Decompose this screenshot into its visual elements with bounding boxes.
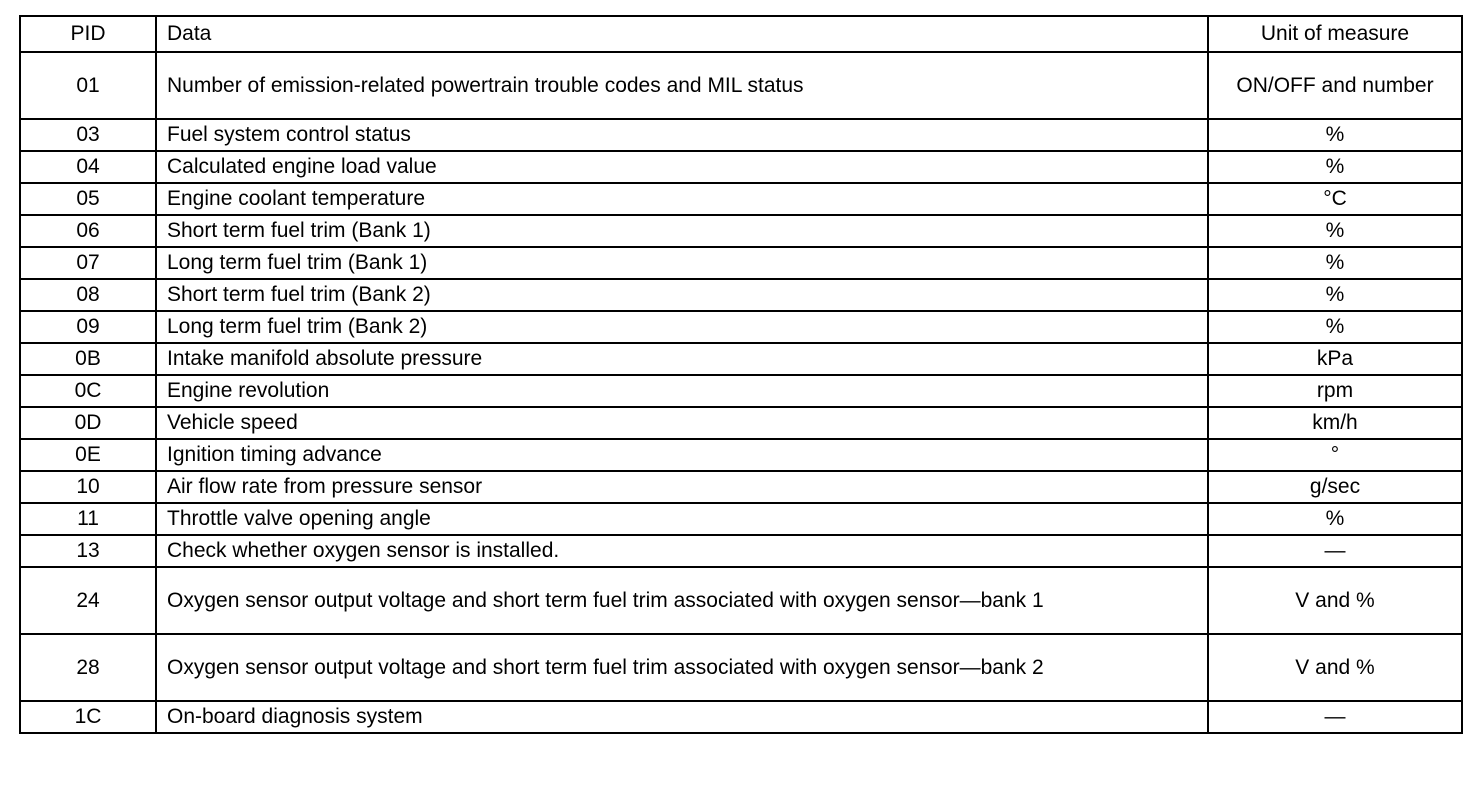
data-cell: Check whether oxygen sensor is installed.: [156, 535, 1208, 567]
data-cell: Short term fuel trim (Bank 2): [156, 279, 1208, 311]
pid-cell: 07: [20, 247, 156, 279]
unit-cell: —: [1208, 701, 1462, 733]
table-row: [20, 535, 1462, 567]
data-cell: Air flow rate from pressure sensor: [156, 471, 1208, 503]
unit-cell: V and %: [1208, 567, 1462, 634]
table-row: [20, 343, 1462, 375]
unit-cell: °C: [1208, 183, 1462, 215]
pid-cell: 0D: [20, 407, 156, 439]
unit-cell: rpm: [1208, 375, 1462, 407]
table-row: [20, 247, 1462, 279]
unit-cell: %: [1208, 151, 1462, 183]
data-cell: Number of emission-related powertrain trouble codes and MIL status: [156, 52, 1208, 119]
unit-cell: °: [1208, 439, 1462, 471]
data-cell: Calculated engine load value: [156, 151, 1208, 183]
header-pid: PID: [20, 16, 156, 52]
pid-data-table: [19, 15, 1463, 734]
data-cell: Long term fuel trim (Bank 2): [156, 311, 1208, 343]
unit-cell: %: [1208, 311, 1462, 343]
table-row: [20, 183, 1462, 215]
table-row: [20, 567, 1462, 634]
table-row: [20, 151, 1462, 183]
table-row: [20, 701, 1462, 733]
table-row: [20, 52, 1462, 119]
data-cell: Ignition timing advance: [156, 439, 1208, 471]
unit-cell: km/h: [1208, 407, 1462, 439]
unit-cell: g/sec: [1208, 471, 1462, 503]
unit-cell: %: [1208, 215, 1462, 247]
pid-cell: 24: [20, 567, 156, 634]
table-row: [20, 471, 1462, 503]
table-row: [20, 503, 1462, 535]
pid-cell: 03: [20, 119, 156, 151]
table-row: [20, 375, 1462, 407]
header-data: Data: [156, 16, 1208, 52]
unit-cell: V and %: [1208, 634, 1462, 701]
pid-cell: 10: [20, 471, 156, 503]
table-row: [20, 439, 1462, 471]
data-cell: Vehicle speed: [156, 407, 1208, 439]
table-row: [20, 311, 1462, 343]
pid-cell: 0C: [20, 375, 156, 407]
data-cell: On-board diagnosis system: [156, 701, 1208, 733]
pid-cell: 08: [20, 279, 156, 311]
table-header-row: [20, 16, 1462, 52]
pid-cell: 0B: [20, 343, 156, 375]
unit-cell: %: [1208, 279, 1462, 311]
table-row: [20, 634, 1462, 701]
data-cell: Oxygen sensor output voltage and short term fuel trim associated with oxygen sensor—bank 1: [156, 567, 1208, 634]
table-row: [20, 119, 1462, 151]
header-unit: Unit of measure: [1208, 16, 1462, 52]
pid-cell: 06: [20, 215, 156, 247]
pid-cell: 09: [20, 311, 156, 343]
data-cell: Intake manifold absolute pressure: [156, 343, 1208, 375]
pid-cell: 13: [20, 535, 156, 567]
data-cell: Fuel system control status: [156, 119, 1208, 151]
unit-cell: —: [1208, 535, 1462, 567]
pid-cell: 0E: [20, 439, 156, 471]
data-cell: Short term fuel trim (Bank 1): [156, 215, 1208, 247]
pid-cell: 05: [20, 183, 156, 215]
pid-cell: 1C: [20, 701, 156, 733]
pid-cell: 01: [20, 52, 156, 119]
unit-cell: kPa: [1208, 343, 1462, 375]
pid-cell: 04: [20, 151, 156, 183]
table-row: [20, 407, 1462, 439]
pid-cell: 28: [20, 634, 156, 701]
unit-cell: %: [1208, 247, 1462, 279]
table-row: [20, 215, 1462, 247]
unit-cell: %: [1208, 503, 1462, 535]
data-cell: Oxygen sensor output voltage and short term fuel trim associated with oxygen sensor—bank 2: [156, 634, 1208, 701]
pid-cell: 11: [20, 503, 156, 535]
data-cell: Engine revolution: [156, 375, 1208, 407]
data-cell: Throttle valve opening angle: [156, 503, 1208, 535]
data-cell: Engine coolant temperature: [156, 183, 1208, 215]
data-cell: Long term fuel trim (Bank 1): [156, 247, 1208, 279]
unit-cell: ON/OFF and number: [1208, 52, 1462, 119]
unit-cell: %: [1208, 119, 1462, 151]
table-row: [20, 279, 1462, 311]
